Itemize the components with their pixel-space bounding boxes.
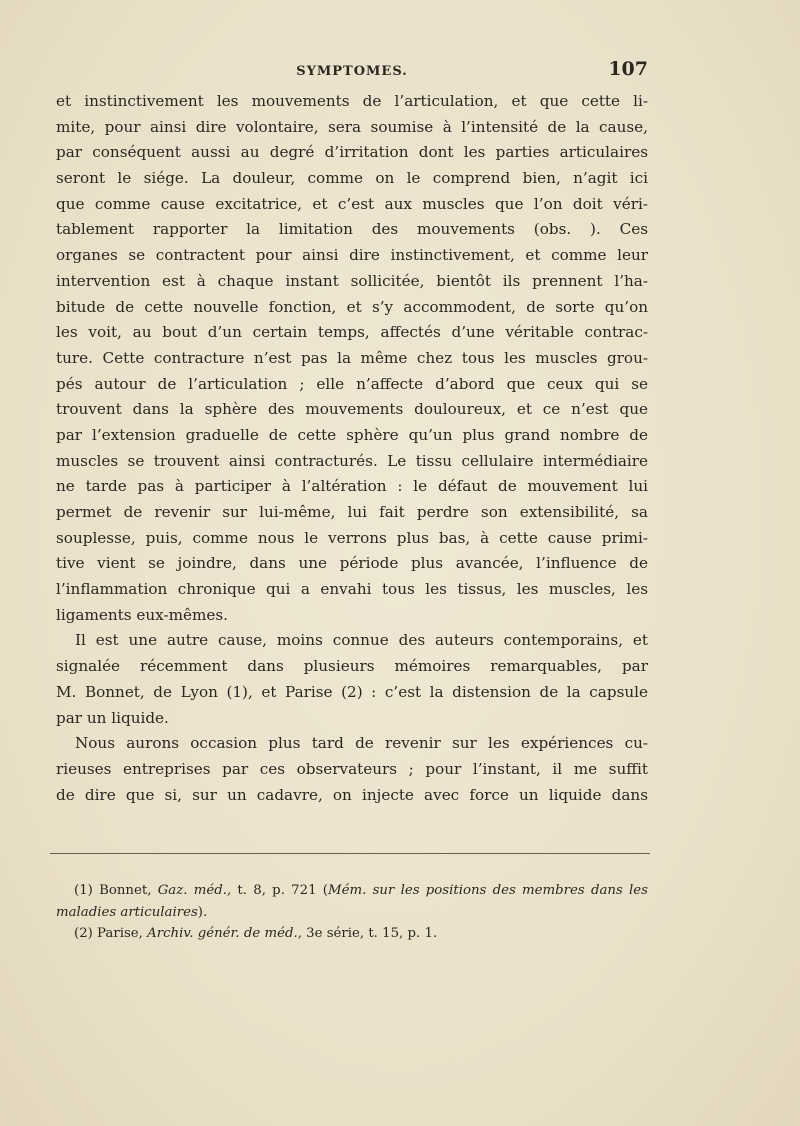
text-line: muscles se trouvent ainsi contracturés. Le tissu cellulaire intermédiaire: [56, 451, 648, 470]
footnote-1-author: (1) Bonnet,: [74, 883, 158, 898]
text-line: souplesse, puis, comme nous le verrons plus bas, à cette cause primi-: [56, 528, 648, 547]
footnote-rule: [50, 853, 650, 854]
footnote-1-title-end: maladies articulaires: [56, 904, 198, 920]
footnote-1-close: ).: [197, 904, 208, 920]
text-line: permet de revenir sur lui-même, lui fait perdre son extensibilité, sa: [56, 503, 648, 521]
text-line: seront le siége. La douleur, comme on le comprend bien, n’agit ici: [56, 169, 648, 188]
running-head: SYMPTOMES.: [296, 64, 408, 79]
text-line: tive vient se joindre, dans une période plus avancée, l’influence de: [56, 554, 648, 573]
text-line: Nous aurons occasion plus tard de revenir sur les expériences cu-: [75, 734, 648, 753]
text-line: intervention est à chaque instant sollicitée, bientôt ils prennent l’ha-: [56, 271, 648, 290]
text-line: et instinctivement les mouvements de l’articulation, et que cette li-: [56, 92, 648, 110]
text-line: ligaments eux-mêmes.: [56, 605, 228, 624]
footnote-1-journal: Gaz. méd.,: [157, 883, 232, 898]
footnote-2-ref: 3e série, t. 15, p. 1.: [301, 926, 438, 941]
text-line: ne tarde pas à participer à l’altération : le défaut de mouvement lui: [56, 477, 648, 496]
footnote-2-author: (2) Parise,: [74, 926, 148, 941]
body-text: [56, 89, 648, 808]
text-line: bitude de cette nouvelle fonction, et s’y accommodent, de sorte qu’on: [56, 297, 648, 316]
footnote-1: [56, 880, 648, 902]
text-line: M. Bonnet, de Lyon (1), et Parise (2) : c’est la distension de la capsule: [56, 682, 648, 701]
page-number: 107: [608, 58, 648, 80]
text-line: signalée récemment dans plusieurs mémoires remarquables, par: [56, 657, 648, 676]
text-line: les voit, au bout d’un certain temps, affectés d’une véritable contrac-: [56, 323, 648, 342]
footnote-1-ref: t. 8, p. 721 (: [231, 883, 328, 898]
footnote-1-title: Mém. sur les positions des membres dans les: [328, 883, 648, 898]
text-line: de dire que si, sur un cadavre, on injecte avec force un liquide dans: [56, 785, 648, 804]
text-line: l’inflammation chronique qui a envahi tous les tissus, les muscles, les: [56, 580, 648, 599]
page-header: [56, 58, 648, 84]
text-line: ture. Cette contracture n’est pas la même chez tous les muscles grou-: [56, 348, 648, 367]
text-line: pés autour de l’articulation ; elle n’affecte d’abord que ceux qui se: [56, 374, 648, 393]
text-line: organes se contractent pour ainsi dire instinctivement, et comme leur: [56, 246, 648, 265]
text-line: trouvent dans la sphère des mouvements douloureux, et ce n’est que: [56, 400, 648, 419]
text-line: par l’extension graduelle de cette sphère qu’un plus grand nombre de: [56, 425, 648, 444]
footnote-2-journal: Archiv. génér. de méd.,: [147, 926, 302, 941]
footnotes: [56, 880, 648, 945]
text-line: par conséquent aussi au degré d’irritation dont les parties articulaires: [56, 143, 648, 162]
text-line: mite, pour ainsi dire volontaire, sera soumise à l’intensité de la cause,: [56, 117, 648, 136]
footnote-1-continued: [56, 902, 648, 924]
text-line: rieuses entreprises par ces observateurs ; pour l’instant, il me suffit: [56, 759, 648, 778]
text-line: que comme cause excitatrice, et c’est aux muscles que l’on doit véri-: [56, 194, 648, 213]
text-line: tablement rapporter la limitation des mouvements (obs. ). Ces: [56, 220, 648, 239]
footnote-2: [56, 923, 648, 945]
text-line: par un liquide.: [56, 708, 169, 727]
text-line: Il est une autre cause, moins connue des auteurs contemporains, et: [75, 631, 648, 650]
